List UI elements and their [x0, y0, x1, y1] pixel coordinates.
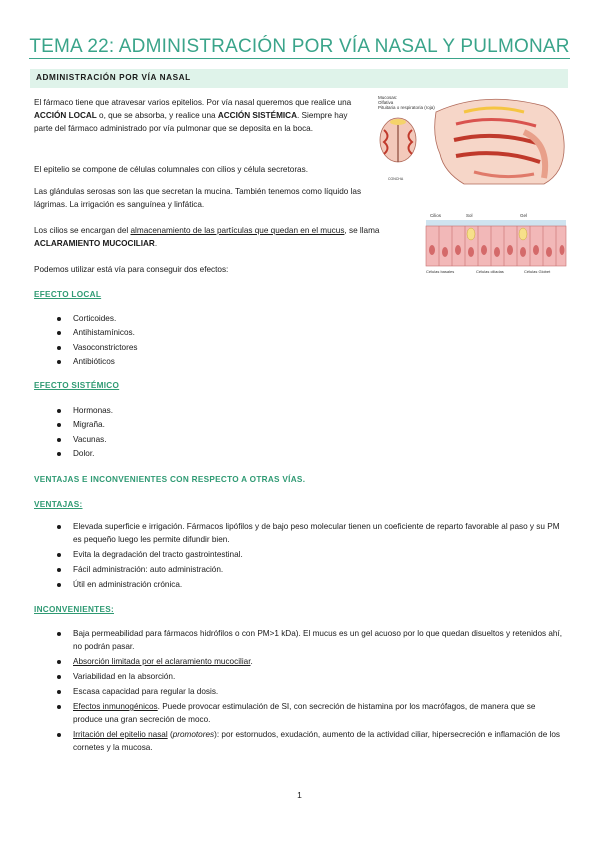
list-item: Efectos inmunogénicos. Puede provocar estimulación de SI, con secreción de histamina por los macrófagos, de manera que se produce una gran secreción de moco.: [0, 700, 563, 726]
list-ventajas: [0, 520, 563, 593]
list-item: Útil en administración crónica.: [0, 578, 563, 591]
page-number: 1: [297, 790, 302, 800]
paragraph-efectos-intro: Podemos utilizar está vía para conseguir dos efectos:: [34, 265, 229, 274]
list-item: Fácil administración: auto administración.: [0, 563, 563, 576]
list-item: Evita la degradación del tracto gastrointestinal.: [0, 548, 563, 561]
figure2-label-globet: Células Globet: [524, 269, 551, 274]
list-item: Absorción limitada por el aclaramiento mucociliar.: [0, 655, 563, 668]
heading-efecto-local: EFECTO LOCAL: [34, 290, 102, 299]
heading-ventajas: VENTAJAS:: [34, 500, 83, 509]
section-band-label: ADMINISTRACIÓN POR VÍA NASAL: [36, 73, 191, 82]
paragraph-intro: El fármaco tiene que atravesar varios epitelios. Por vía nasal queremos que realice una ACCIÓN LOCAL o, que se absorba, y realice una ACCIÓN SISTÉMICA. Siempre hay parte del fármaco administrado por vía pulmonar que se deposita en la boca.: [34, 98, 352, 133]
list-item: Antihistamínicos.: [0, 326, 137, 340]
nasal-anatomy-figure: [374, 92, 570, 188]
figure1-label-olfativa: Olfativa: [378, 100, 394, 105]
ciliated-epithelium-figure: [420, 210, 570, 276]
list-item: Vasoconstrictores: [0, 341, 137, 355]
figure2-label-cilios: Cilios: [430, 213, 442, 218]
paragraph-cilios: Los cilios se encargan del almacenamiento de las partículas que quedan en el mucus, se llama ACLARAMIENTO MUCOCILIAR.: [34, 226, 380, 248]
list-item: Migraña.: [0, 418, 113, 432]
list-item: Elevada superficie e irrigación. Fármacos lipófilos y de bajo peso molecular tienen un coeficiente de reparto favorable al paso y su PM es pequeño luego les permite difundir bien.: [0, 520, 563, 546]
list-inconvenientes: [0, 627, 563, 756]
list-item: Antibióticos: [0, 355, 137, 369]
list-item: Escasa capacidad para regular la dosis.: [0, 685, 563, 698]
list-item: Corticoides.: [0, 312, 137, 326]
list-item: Variabilidad en la absorción.: [0, 670, 563, 683]
list-efecto-sistemico: [0, 404, 113, 461]
paragraph-glandulas: Las glándulas serosas son las que secretan la mucina. También tenemos como líquido las lágrimas. La irrigación es sanguínea y linfática.: [34, 187, 362, 209]
list-item: Dolor.: [0, 447, 113, 461]
heading-ventajas-inconvenientes: VENTAJAS E INCONVENIENTES CON RESPECTO A OTRAS VÍAS.: [34, 475, 306, 484]
list-efecto-local: [0, 312, 137, 369]
list-item: Baja permeabilidad para fármacos hidrófilos o con PM>1 kDa). El mucus es un gel acuoso por lo que quedan disueltos y retenidos ahí, no podrán pasar.: [0, 627, 563, 653]
figure2-label-sol: Sol: [466, 213, 473, 218]
heading-inconvenientes: INCONVENIENTES:: [34, 605, 115, 614]
figure2-label-ciliadas: Células ciliadas: [476, 269, 504, 274]
page-title: TEMA 22: ADMINISTRACIÓN POR VÍA NASAL Y PULMONAR: [29, 36, 570, 57]
figure1-label-mucosas: Mucosas:: [378, 95, 398, 100]
section-band: [30, 69, 568, 88]
figure2-label-gel: Gel: [520, 213, 528, 218]
figure1-label-pituitaria: Pituitaria o respiratoria (roja): [378, 105, 435, 110]
list-item: Irritación del epitelio nasal (promotores): por estornudos, exudación, aumento de la actividad ciliar, hipersecreción e inflamación de los cornetes y la mucosa.: [0, 728, 563, 754]
list-item: Vacunas.: [0, 433, 113, 447]
figure1-label-concha: CONCHA: [388, 177, 404, 181]
paragraph-epitelio: El epitelio se compone de células columnales con cilios y célula secretoras.: [34, 165, 308, 174]
figure2-label-basales: Células basales: [426, 269, 455, 274]
list-item: Hormonas.: [0, 404, 113, 418]
heading-efecto-sistemico: EFECTO SISTÉMICO: [34, 381, 120, 390]
